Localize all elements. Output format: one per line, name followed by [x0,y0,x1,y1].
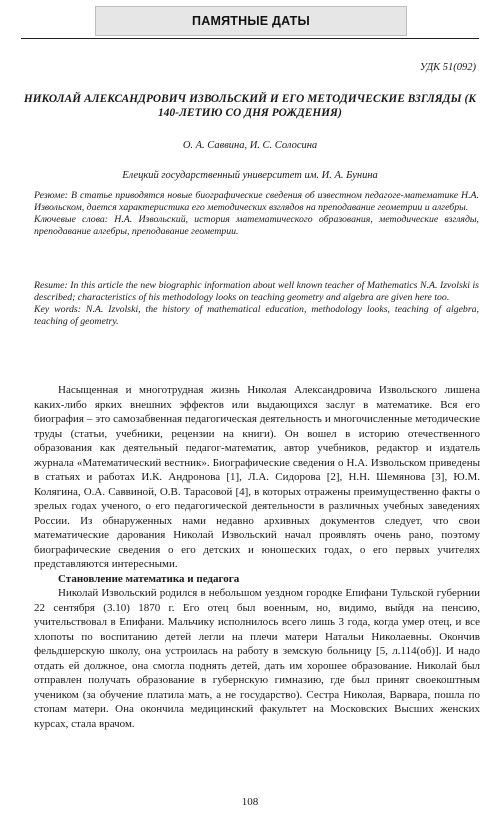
section-heading: Становление математика и педагога [58,572,240,585]
abstract-ru-keywords: Ключевые слова: Н.А. Извольский, история математического образования, методические взгляды, преподавание алгебры, преподавание геометрии. [34,214,479,237]
authors: О. А. Саввина, И. С. Солосина [182,140,318,151]
body-paragraph: Николай Извольский родился в небольшом уездном городке Епифани Тульской губернии 22 сентября (3.10) 1870 г. Его отец был военным, но, видимо, выйдя на пенсию, учительствовал в Епифани. Мальчику исполнилось всего лишь 3 года, когда умер отец, и все хлопоты по воспитанию детей легли на плечи матери Натальи Николаевны. Окончив фельдшерскую школу, она устроилась на работу в земскую больницу [5, л.114(об)]. И надо отдать ей должное, она смогла поднять детей, дать им хорошее образование. Николай был отправлен получать образование в губернскую гимназию, где был принят своекоштным учеником (за обучение платила мать, а не государство). Сестра Николая, Варвара, пошла по стопам матери. Она окончила медицинский факультет на Московских Высших женских курсах, стала врачом. [34,587,480,730]
section-title: ПАМЯТНЫЕ ДАТЫ [192,14,310,28]
body-paragraph: Насыщенная и многотрудная жизнь Николая Александровича Извольского лишена каких-либо ярких внешних эффектов или выдающихся заслуг в математике. Вся его биография – это самозабвенная педагогическая деятельность и многочисленные методические труды (статьи, учебники, рецензии на книги). Он вошел в историю отечественного образования как деятельный педагог-математик, автор учебников, редактор и издатель журнала «Математический вестник». Биографические сведения о Н.А. Извольском приведены в статьях и работах И.К. Андронова [1], Л.А. Сидорова [2], Н.Н. Шемянова [3], Ю.М. Колягина, О.А. Саввиной, О.В. Тарасовой [4], в которых отражены преимущественно факты о зрелых годах ученого, о его педагогической деятельности в различных учебных заведениях России. Из обнаруженных нами недавно архивных документов следует, что свои математические дарования Николай Извольский начал проявлять очень рано, поэтому биографические сведения о его детских и юношеских годах, о его первых учителях представляются интересными. [34,384,480,570]
abstract-english [34,280,479,328]
abstract-en-resume: Resume: In this article the new biographic information about well known teacher of Mathematics N.A. Izvolski is described; characteristics of his methodology looks on teaching geometry and algebra are given here too. [34,280,479,303]
article-title: НИКОЛАЙ АЛЕКСАНДРОВИЧ ИЗВОЛЬСКИЙ И ЕГО МЕТОДИЧЕСКИЕ ВЗГЛЯДЫ (К 140-ЛЕТИЮ СО ДНЯ РОЖДЕНИЯ) [23,93,477,119]
article-body [34,383,480,731]
header-divider [21,38,479,39]
abstract-russian [34,190,479,238]
page-number: 108 [241,796,259,808]
udk-code: УДК 51(092) [419,62,476,73]
abstract-ru-resume: Резюме: В статье приводятся новые биографические сведения об известном педагоге-математике Н.А. Извольском, дается характеристика его методических взглядов на преподавание геометрии и алгебры. [34,190,479,213]
section-header-band [95,6,407,36]
affiliation: Елецкий государственный университет им. И. А. Бунина [122,170,378,181]
abstract-en-keywords: Key words: N.A. Izvolski, the history of mathematical education, methodology looks, teaching of algebra, teaching of geometry. [34,304,479,327]
